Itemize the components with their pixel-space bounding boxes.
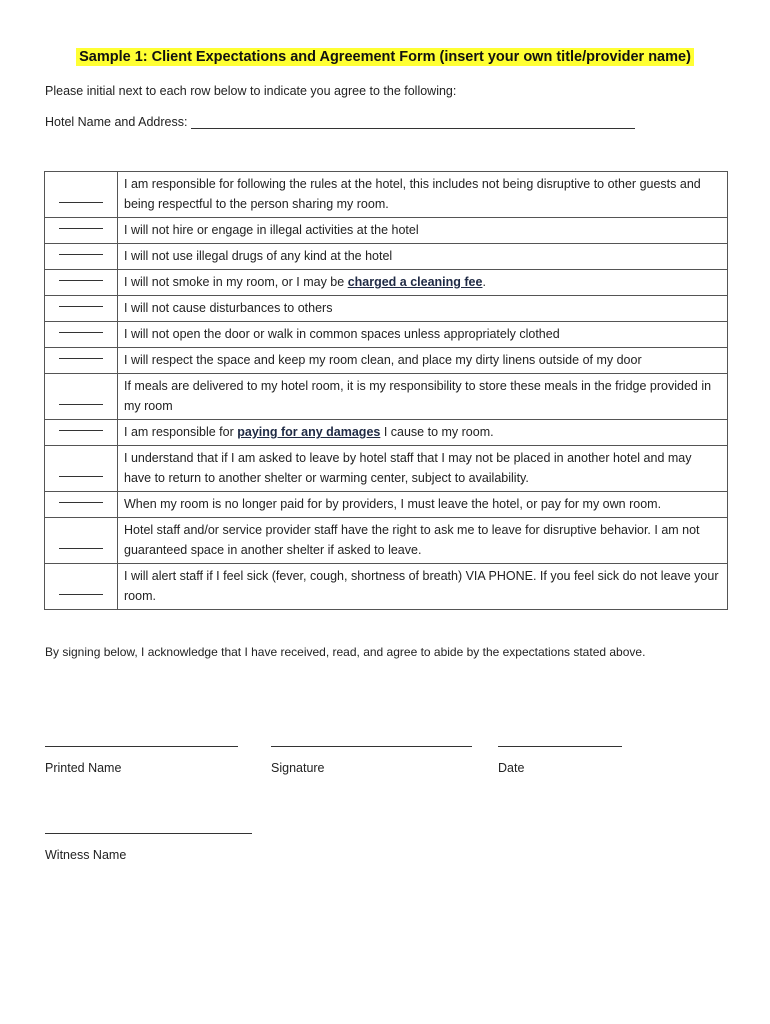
statement-emphasis: paying for any damages — [237, 425, 381, 439]
statement-cell: Hotel staff and/or service provider staff have the right to ask me to leave for disruptive behavior. I am not guaranteed space in another shelter if asked to leave. — [118, 518, 728, 564]
agreement-row — [45, 322, 728, 348]
initial-cell[interactable] — [45, 564, 118, 610]
initial-cell[interactable] — [45, 420, 118, 446]
hotel-field — [45, 115, 635, 129]
witness-name-line[interactable] — [45, 832, 252, 834]
initial-blank-line[interactable] — [59, 546, 103, 549]
statement-cell: I will not open the door or walk in common spaces unless appropriately clothed — [118, 322, 728, 348]
statement-cell: I understand that if I am asked to leave by hotel staff that I may not be placed in another hotel and may have to return to another shelter or warming center, subject to availability. — [118, 446, 728, 492]
initial-blank-line[interactable] — [59, 402, 103, 405]
agreement-row — [45, 244, 728, 270]
initial-cell[interactable] — [45, 244, 118, 270]
printed-name-label: Printed Name — [45, 761, 122, 775]
acknowledgement-text: By signing below, I acknowledge that I have received, read, and agree to abide by the expectations stated above. — [45, 645, 646, 659]
hotel-input-line[interactable] — [191, 115, 635, 129]
initial-blank-line[interactable] — [59, 356, 103, 359]
initial-cell[interactable] — [45, 446, 118, 492]
agreement-row — [45, 374, 728, 420]
agreement-row — [45, 270, 728, 296]
initial-blank-line[interactable] — [59, 500, 103, 503]
initial-blank-line[interactable] — [59, 200, 103, 203]
initial-blank-line[interactable] — [59, 474, 103, 477]
statement-cell: I will not use illegal drugs of any kind at the hotel — [118, 244, 728, 270]
date-line[interactable] — [498, 745, 622, 747]
initial-cell[interactable] — [45, 218, 118, 244]
statement-cell: I will not cause disturbances to others — [118, 296, 728, 322]
statement-cell: I am responsible for following the rules at the hotel, this includes not being disruptive to other guests and being respectful to the person sharing my room. — [118, 172, 728, 218]
page-title: Sample 1: Client Expectations and Agreement Form (insert your own title/provider name) — [76, 48, 694, 66]
statement-text: I am responsible for — [124, 425, 238, 439]
statement-cell: I will alert staff if I feel sick (fever, cough, shortness of breath) VIA PHONE. If you feel sick do not leave your room. — [118, 564, 728, 610]
statement-emphasis: charged a cleaning fee — [347, 275, 483, 289]
witness-name-label: Witness Name — [45, 848, 127, 862]
statement-cell: I will not hire or engage in illegal activities at the hotel — [118, 218, 728, 244]
initial-blank-line[interactable] — [59, 304, 103, 307]
statement-cell: I will respect the space and keep my room clean, and place my dirty linens outside of my door — [118, 348, 728, 374]
initial-blank-line[interactable] — [59, 278, 103, 281]
initial-cell[interactable] — [45, 172, 118, 218]
printed-name-line[interactable] — [45, 745, 238, 747]
statement-cell: If meals are delivered to my hotel room, it is my responsibility to store these meals in the fridge provided in my room — [118, 374, 728, 420]
signature-label: Signature — [271, 761, 325, 775]
initial-cell[interactable] — [45, 270, 118, 296]
initial-blank-line[interactable] — [59, 592, 103, 595]
statement-cell: When my room is no longer paid for by providers, I must leave the hotel, or pay for my own room. — [118, 492, 728, 518]
statement-text: I cause to my room. — [380, 425, 494, 439]
agreement-row — [45, 446, 728, 492]
agreement-row — [45, 218, 728, 244]
agreement-row — [45, 296, 728, 322]
initial-cell[interactable] — [45, 492, 118, 518]
agreement-row — [45, 518, 728, 564]
statement-text: . — [482, 275, 486, 289]
initial-blank-line[interactable] — [59, 428, 103, 431]
statement-cell — [118, 270, 728, 296]
hotel-label: Hotel Name and Address: — [45, 115, 188, 129]
initial-cell[interactable] — [45, 296, 118, 322]
initial-blank-line[interactable] — [59, 226, 103, 229]
initial-cell[interactable] — [45, 348, 118, 374]
signature-line[interactable] — [271, 745, 472, 747]
initial-blank-line[interactable] — [59, 252, 103, 255]
agreement-row — [45, 420, 728, 446]
title-container — [0, 48, 770, 66]
initial-cell[interactable] — [45, 518, 118, 564]
date-label: Date — [498, 761, 525, 775]
agreement-row — [45, 172, 728, 218]
initial-blank-line[interactable] — [59, 330, 103, 333]
agreement-row — [45, 492, 728, 518]
agreement-table — [44, 171, 728, 610]
intro-text: Please initial next to each row below to indicate you agree to the following: — [45, 84, 457, 98]
statement-text: I will not smoke in my room, or I may be — [124, 275, 348, 289]
initial-cell[interactable] — [45, 322, 118, 348]
statement-cell — [118, 420, 728, 446]
initial-cell[interactable] — [45, 374, 118, 420]
agreement-row — [45, 564, 728, 610]
agreement-row — [45, 348, 728, 374]
